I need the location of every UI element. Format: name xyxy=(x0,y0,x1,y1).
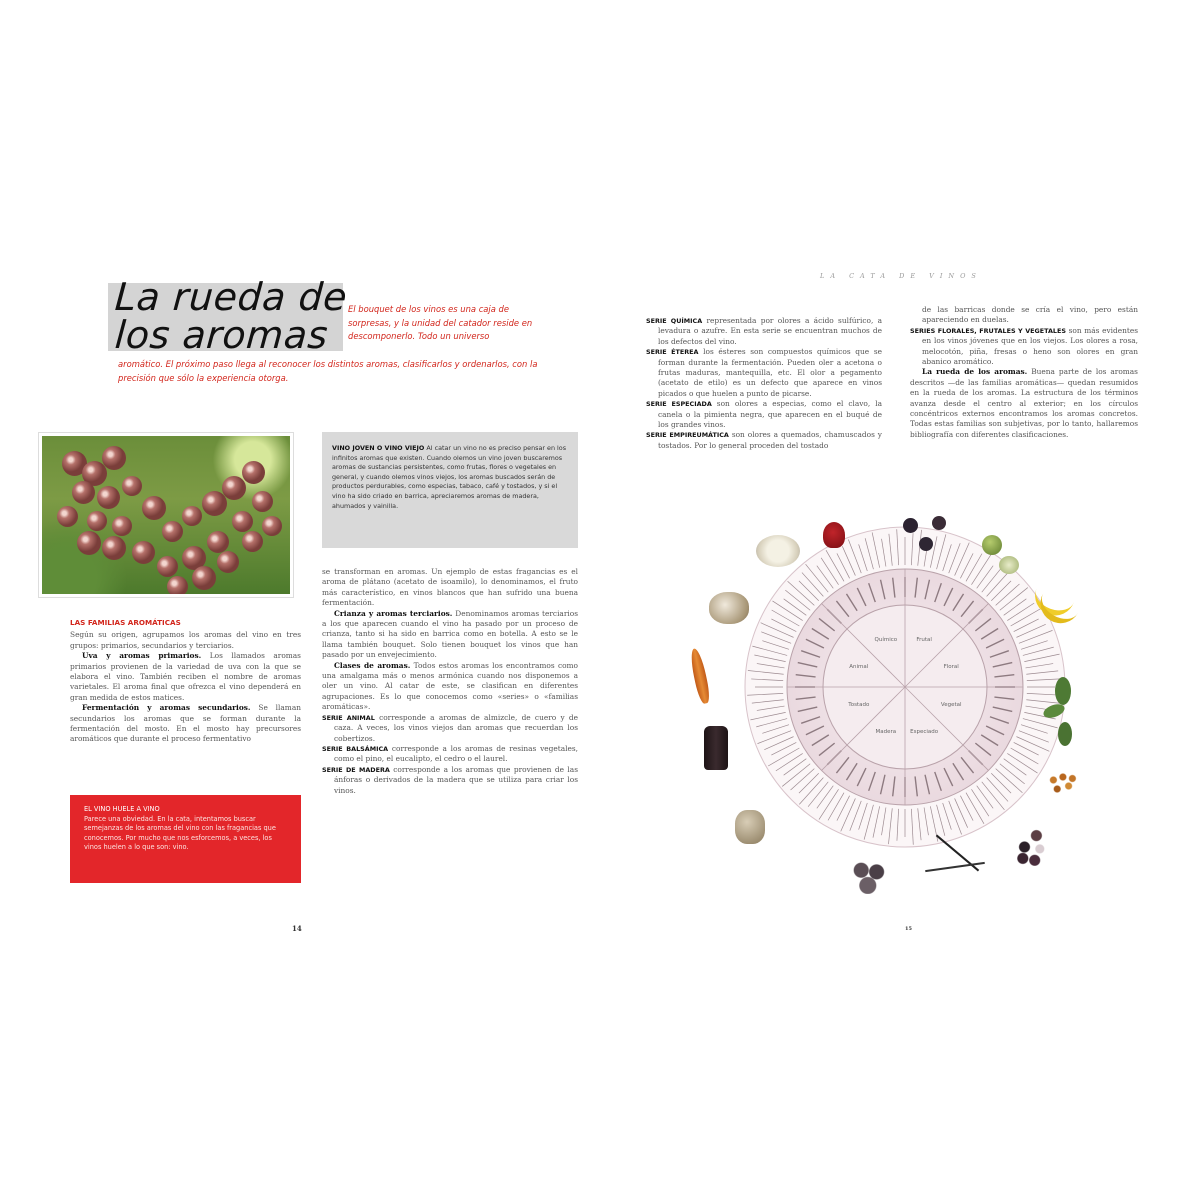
serie-entry: SERIES FLORALES, FRUTALES Y VEGETALES son más evidentes en los vinos jóvenes que en los viejos. Los olores a rosa, melocotón, piña, fresas o heno son olores en gran abanico aromático. xyxy=(910,325,1138,367)
basil-leaf-icon xyxy=(1055,677,1071,705)
svg-text:Especiado: Especiado xyxy=(910,729,939,736)
page-number-right: 15 xyxy=(905,926,912,932)
paragraph: de las barricas donde se cría el vino, pero están apareciendo en duelas. xyxy=(922,305,1138,325)
paragraph: Según su origen, agrupamos los aromas del vino en tres grupos: primarios, secundarios y terciarios. xyxy=(70,630,301,650)
svg-text:Madera: Madera xyxy=(875,729,897,736)
intro-text-continued: aromático. El próximo paso llega al reconocer los distintos aromas, clasificarlos y ordenarlos, con la precisión que sólo la experiencia otorga. xyxy=(118,359,538,383)
paragraph: Crianza y aromas terciarios. Denominamos aromas terciarios a los que aparecen cuando el vino ha pasado por un proceso de crianza, tanto si ha sido en barrica como en botella. A esto se le llama también bouquet. Solo tienen bouquet los vinos que han pasado por un envejecimiento. xyxy=(322,608,578,660)
apple-half-icon xyxy=(999,556,1019,574)
bold-lead: Uva y aromas primarios. xyxy=(82,651,202,661)
left-column-1 xyxy=(70,618,301,745)
page-title xyxy=(113,275,349,357)
serie-entry: SERIE ÉTEREA los ésteres son compuestos químicos que se forman durante la fermentación. Pueden oler a acetona o frutas maduras, mantequilla, etc. El olor a pegamento (acetato de etilo) es un defecto que aparece en vinos picados o que huelen a punto de picarse. xyxy=(646,347,882,398)
running-head: LA CATA DE VINOS xyxy=(820,272,982,280)
bold-lead: Clases de aromas. xyxy=(334,660,411,670)
section-heading-families: LAS FAMILIAS AROMÁTICAS xyxy=(70,618,181,627)
sidebar-box-young-vs-old xyxy=(322,432,578,548)
svg-text:Floral: Floral xyxy=(943,663,959,670)
paragraph: Clases de aromas. Todos estos aromas los encontramos como una amalgama más o menos armónica cuando nos disponemos a oler un vino. Al catar de este, se clasifican en diferentes agrupaciones. Es lo que conocemos como «series» o «familias aromáticas». xyxy=(322,660,578,712)
callout-heading: EL VINO HUELE A VINO xyxy=(84,805,160,813)
right-column-2 xyxy=(910,305,1138,440)
grapes-photo xyxy=(38,432,294,598)
right-column-1 xyxy=(646,316,882,451)
serie-entry: SERIE QUÍMICA representada por olores a ácido sulfúrico, a levadura o azufre. En esta serie se encuentran muchos de los defectos del vino. xyxy=(646,316,882,346)
blueberry-icon xyxy=(932,516,946,530)
ginger-root-icon xyxy=(735,810,765,844)
title-line-2: los aromas xyxy=(113,313,330,357)
serie-entry: SERIE BALSÁMICA corresponde a los aromas de resinas vegetales, como el pino, el eucalipto, el cedro o el laurel. xyxy=(322,743,578,764)
basil-leaf-icon xyxy=(1058,722,1072,746)
title-line-1: La rueda de xyxy=(113,275,349,319)
bold-lead: Crianza y aromas terciarios. xyxy=(334,608,453,618)
svg-text:Vegetal: Vegetal xyxy=(940,702,962,709)
blueberry-icon xyxy=(903,518,918,533)
svg-text:Animal: Animal xyxy=(849,663,869,670)
left-column-2 xyxy=(322,567,578,796)
intro-text: El bouquet de los vinos es una caja de sorpresas, y la unidad del catador reside en descomponerlo. Todo un universo xyxy=(348,304,533,342)
callout-text: Parece una obviedad. En la cata, intentamos buscar semejanzas de los aromas del vino con las fragancias que conocemos. Por mucho que nos esforcemos, a veces, los vinos huelen a lo que son: vino. xyxy=(84,814,276,852)
bold-lead: Fermentación y aromas secundarios. xyxy=(82,703,251,713)
mushroom-slice-icon xyxy=(756,535,800,567)
serie-entry: SERIE ESPECIADA son olores a especias, como el clavo, la canela o la pimienta negra, que aparecen en el buqué de los grandes vinos. xyxy=(646,399,882,430)
bold-lead: La rueda de los aromas. xyxy=(922,367,1028,377)
paragraph: se transforman en aromas. Un ejemplo de estas fragancias es el aroma de plátano (acetato de isoamilo), lo denominamos, el fruto más característico, en vinos blancos que han sufrido una buena fermentación. xyxy=(322,567,578,608)
serie-entry: SERIE ANIMAL corresponde a aromas de almizcle, de cuero y de caza. A veces, los vinos viejos dan aromas que recuerdan los cobertizos. xyxy=(322,712,578,743)
rose-icon xyxy=(823,522,845,548)
dried-fruit-icon xyxy=(1042,768,1080,798)
svg-text:Tostado: Tostado xyxy=(848,702,870,709)
callout-box-wine-smells-wine xyxy=(70,795,301,883)
apple-icon xyxy=(982,535,1002,555)
serie-entry: SERIE DE MADERA corresponde a los aromas que provienen de las ánforas o derivados de la madera que se utiliza para criar los vinos. xyxy=(322,764,578,795)
blueberry-icon xyxy=(919,537,933,551)
sidebox-heading: VINO JOVEN O VINO VIEJO xyxy=(332,444,425,452)
bottle-icon xyxy=(704,726,728,770)
paragraph: La rueda de los aromas. Buena parte de los aromas descritos —de las familias aromáticas— quedan resumidos en la rueda de los aromas. La estructura de los términos avanza desde el centro al exterior; en los círculos concéntricos externos encontramos los aromas concretos. Todas estas familias son subjetivas, por lo tanto, hallaremos bibliografía con diferentes clasificaciones. xyxy=(910,367,1138,439)
svg-text:Frutal: Frutal xyxy=(916,636,932,643)
serie-entry: SERIE EMPIREUMÁTICA son olores a quemados, chamuscados y tostados. Por lo general proceden del tostado xyxy=(646,430,882,450)
carrot-icon xyxy=(688,647,711,704)
cauliflower-icon xyxy=(709,592,749,624)
paragraph: Uva y aromas primarios. Los llamados aromas primarios provienen de la variedad de uva con la que se elabora el vino. También reciben el nombre de aromas varietales. El aroma final que ofrezca el vino dependerá en gran medida de estos matices. xyxy=(70,651,301,702)
paragraph: Fermentación y aromas secundarios. Se llaman secundarios los aromas que se forman durante la fermentación del mosto. En el mosto hay precursores aromáticos que durante el proceso fermentativo xyxy=(70,703,301,744)
svg-text:Químico: Químico xyxy=(874,636,898,643)
aroma-wheel xyxy=(740,522,1070,852)
chocolate-pieces-icon xyxy=(1016,828,1050,866)
sidebox-text: Al catar un vino no es preciso pensar en los infinitos aromas que existen. Cuando olemos un vino joven buscaremos aromas de sustancias persistentes, como frutas, flores o vegetales en general, y cuando olemos vinos viejos, los aromas buscados serán de productos perdurables, como especias, tabaco, café y tostados, y si el vino ha sido criado en barrica, apreciaremos aromas de madera, ahumados y vainilla. xyxy=(332,444,567,510)
page-number-left: 14 xyxy=(292,924,302,933)
truffles-icon xyxy=(848,860,892,894)
